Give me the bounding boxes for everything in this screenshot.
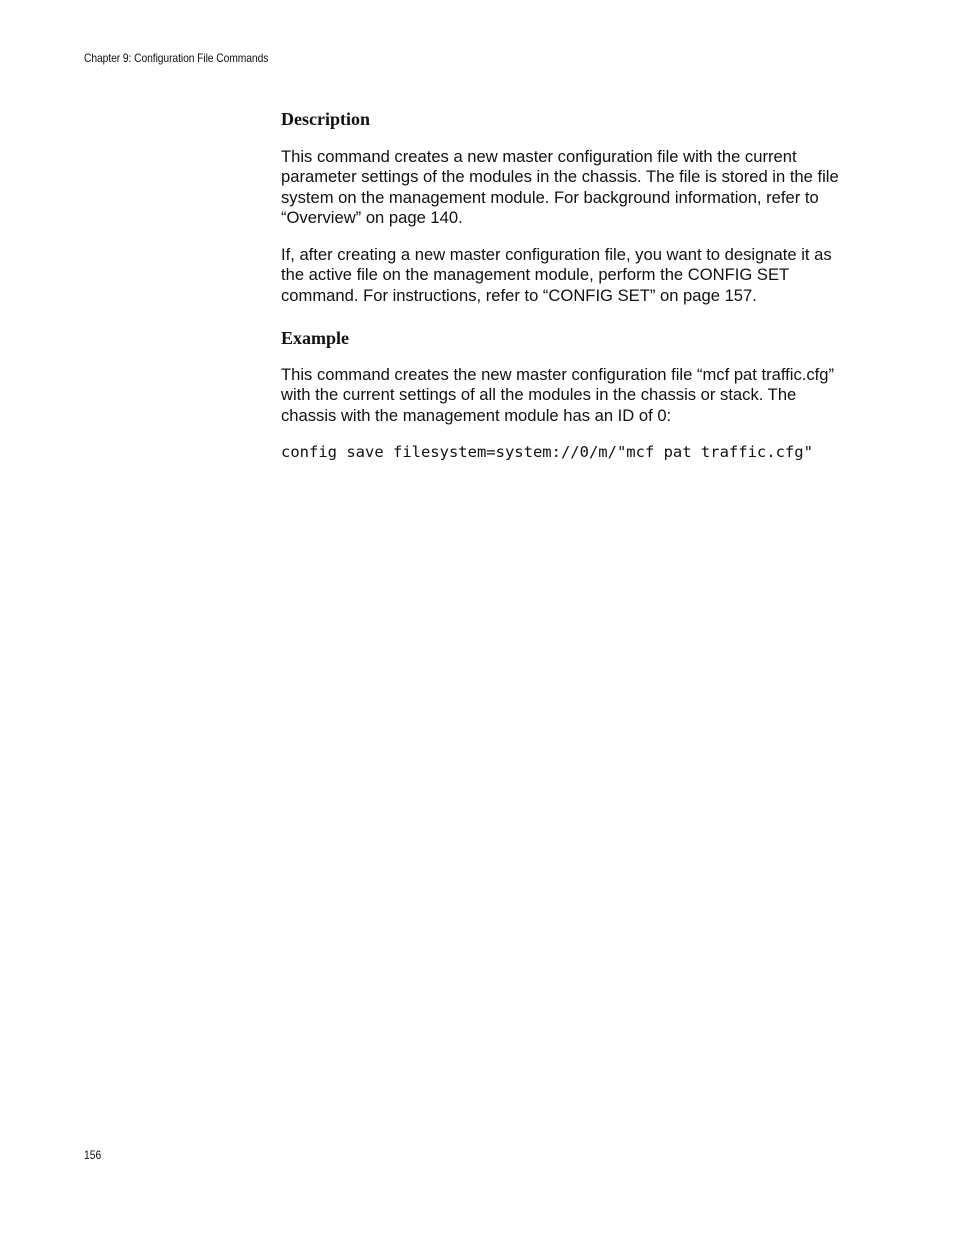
page-content xyxy=(281,106,851,462)
description-paragraph-1: This command creates a new master configuration file with the current parameter settings of the modules in the chassis. The file is stored in the file system on the management module. For background information, refer to “Overview” on page 140. xyxy=(281,147,839,227)
running-header: Chapter 9: Configuration File Commands xyxy=(84,51,269,65)
page-number: 156 xyxy=(84,1148,102,1162)
description-paragraph-2: If, after creating a new master configuration file, you want to designate it as the active file on the management module, perform the CONFIG SET command. For instructions, refer to “CONFIG SET” on page 157. xyxy=(281,245,832,305)
section-heading-description: Description xyxy=(281,109,370,129)
example-paragraph: This command creates the new master configuration file “mcf pat traffic.cfg” with the current settings of all the modules in the chassis or stack. The chassis with the management module has an ID of 0: xyxy=(281,365,835,425)
section-heading-example: Example xyxy=(281,328,350,349)
example-command-code: config save filesystem=system://0/m/"mcf pat traffic.cfg" xyxy=(281,442,813,461)
